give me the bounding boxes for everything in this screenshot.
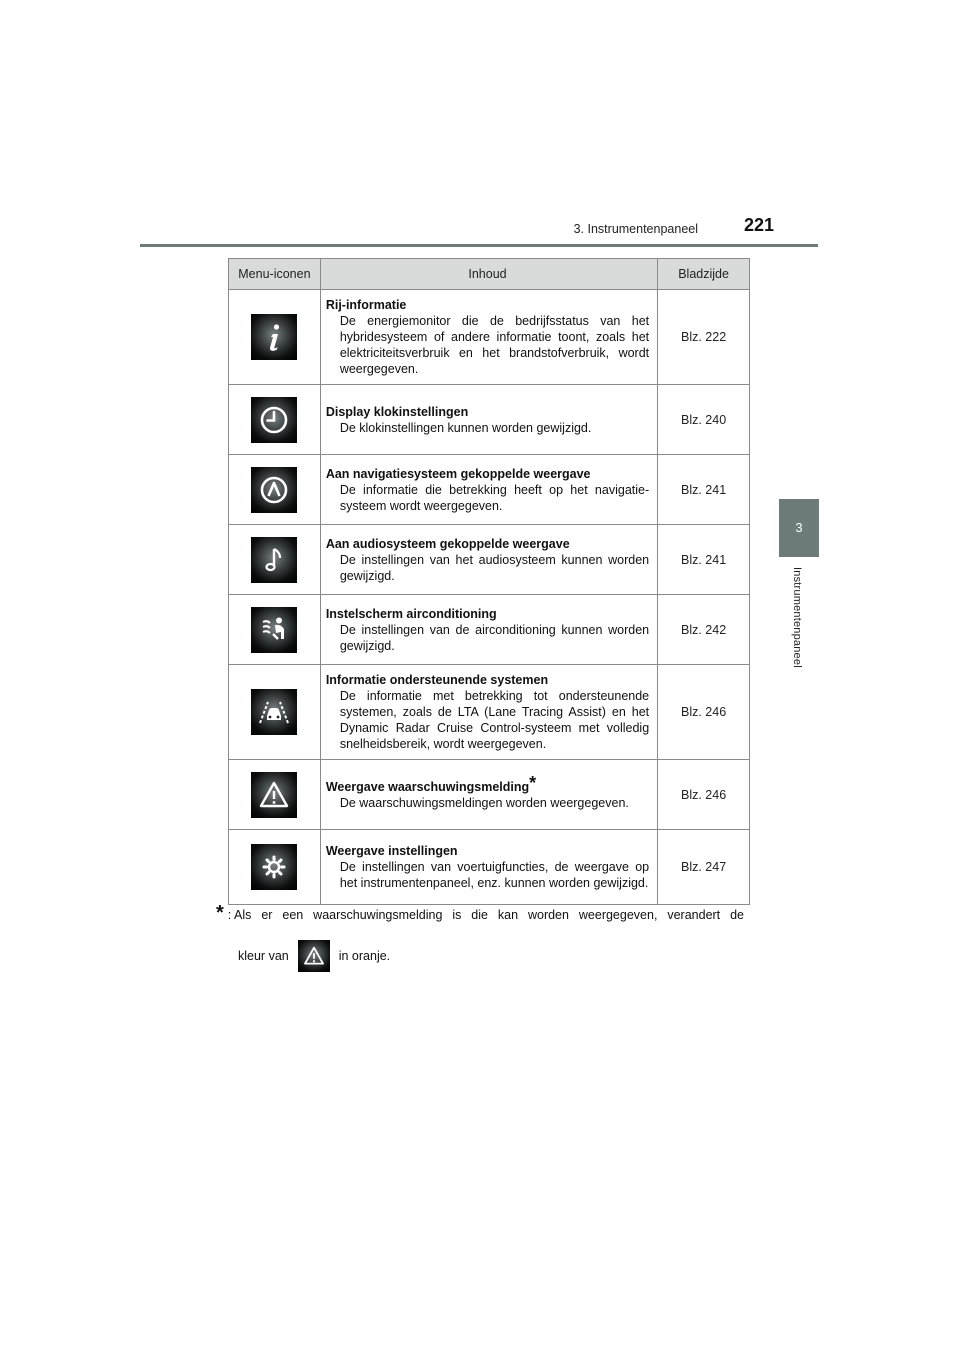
footnote-word: weergegeven, bbox=[578, 908, 658, 922]
chapter-label bbox=[789, 567, 809, 687]
header-rule bbox=[140, 244, 818, 247]
footnote-word: waarschuwingsmelding bbox=[313, 908, 443, 922]
footnote-word: worden bbox=[527, 908, 569, 922]
footnote-word: is bbox=[452, 908, 462, 922]
chapter-label-text: Instrumentenpaneel bbox=[791, 567, 803, 668]
row-description: De klokinstellingen kunnen worden gewijzigd. bbox=[339, 420, 592, 435]
row-title: Informatie ondersteunende systemen bbox=[325, 673, 549, 687]
footnote bbox=[216, 902, 744, 963]
footnote-word: de bbox=[730, 908, 744, 922]
table-row bbox=[229, 455, 750, 525]
footnote-text-before: kleur van bbox=[238, 949, 289, 963]
driving-support-icon bbox=[251, 689, 297, 735]
row-title: Aan audiosysteem gekoppelde weergave bbox=[325, 536, 570, 551]
row-title: Weergave waarschuwingsmelding bbox=[325, 779, 530, 794]
row-description: De instellingen van de airconditioning kunnen worden gewijzigd. bbox=[339, 622, 650, 653]
air-conditioning-icon bbox=[251, 607, 297, 653]
page-number: 221 bbox=[744, 215, 775, 235]
row-page-ref: Blz. 246 bbox=[658, 665, 750, 760]
row-title: Rij-informatie bbox=[325, 298, 407, 312]
row-page-ref: Blz. 222 bbox=[658, 290, 750, 385]
chapter-tab: 3 bbox=[779, 499, 819, 557]
footnote-word: er bbox=[261, 908, 273, 922]
header-menu-icons: Menu-iconen bbox=[229, 259, 321, 290]
row-description: De informatie met betrekking tot ondersteunende systemen, zoals de LTA (Lane Tracing Assist) en het Dynamic Radar Cruise Control-systeem met volledig snelheidsbereik, wordt weergegeven. bbox=[339, 689, 650, 751]
row-title: Display klokinstellingen bbox=[325, 404, 469, 419]
table-row bbox=[229, 665, 750, 760]
page-header bbox=[0, 0, 960, 250]
warning-triangle-icon bbox=[298, 940, 330, 972]
menu-icons-table bbox=[228, 258, 750, 905]
footnote-word: : Als bbox=[227, 908, 252, 922]
section-title: 3. Instrumentenpaneel bbox=[573, 222, 698, 236]
row-title: Aan navigatiesysteem gekoppelde weergave bbox=[325, 466, 591, 481]
music-note-icon bbox=[251, 537, 297, 583]
footnote-mark: * bbox=[216, 902, 224, 924]
row-description: De instellingen van voertuigfuncties, de weergave op het instrumentenpaneel, enz. kunnen worden gewijzigd. bbox=[339, 860, 650, 890]
row-title: Instelscherm airconditioning bbox=[325, 606, 497, 621]
footnote-word: kan bbox=[497, 908, 519, 922]
footnote-line-1 bbox=[216, 902, 744, 924]
row-description: De informatie die betrekking heeft op het navigatie-systeem wordt weergegeven. bbox=[339, 482, 650, 513]
info-icon bbox=[251, 314, 297, 360]
warning-triangle-icon bbox=[251, 772, 297, 818]
footnote-mark: * bbox=[529, 772, 537, 793]
row-page-ref: Blz. 240 bbox=[658, 385, 750, 455]
row-page-ref: Blz. 242 bbox=[658, 595, 750, 665]
row-description: De instellingen van het audiosysteem kunnen worden gewijzigd. bbox=[339, 552, 650, 583]
table-row bbox=[229, 290, 750, 385]
table-row bbox=[229, 595, 750, 665]
row-page-ref: Blz. 241 bbox=[658, 455, 750, 525]
settings-gear-icon bbox=[251, 844, 297, 890]
row-description: De energiemonitor die de bedrijfsstatus van het hybridesysteem of andere informatie toont, zoals het elektriciteitsverbruik en het brandstofverbruik, wordt weergegeven. bbox=[339, 314, 650, 376]
header-content: Inhoud bbox=[320, 259, 657, 290]
row-title: Weergave instellingen bbox=[325, 844, 458, 858]
footnote-line-2 bbox=[238, 940, 390, 972]
row-page-ref: Blz. 246 bbox=[658, 760, 750, 830]
footnote-word: die bbox=[471, 908, 488, 922]
table-row bbox=[229, 525, 750, 595]
row-page-ref: Blz. 241 bbox=[658, 525, 750, 595]
footnote-word: een bbox=[282, 908, 304, 922]
table-row bbox=[229, 830, 750, 905]
footnote-text-after: in oranje. bbox=[338, 949, 391, 963]
clock-icon bbox=[251, 397, 297, 443]
row-page-ref: Blz. 247 bbox=[658, 830, 750, 905]
table-row bbox=[229, 760, 750, 830]
header-page: Bladzijde bbox=[658, 259, 750, 290]
table-header-row bbox=[229, 259, 750, 290]
navigation-icon bbox=[251, 467, 297, 513]
row-description: De waarschuwingsmeldingen worden weergegeven. bbox=[339, 795, 629, 810]
table-row bbox=[229, 385, 750, 455]
footnote-word: verandert bbox=[667, 908, 721, 922]
